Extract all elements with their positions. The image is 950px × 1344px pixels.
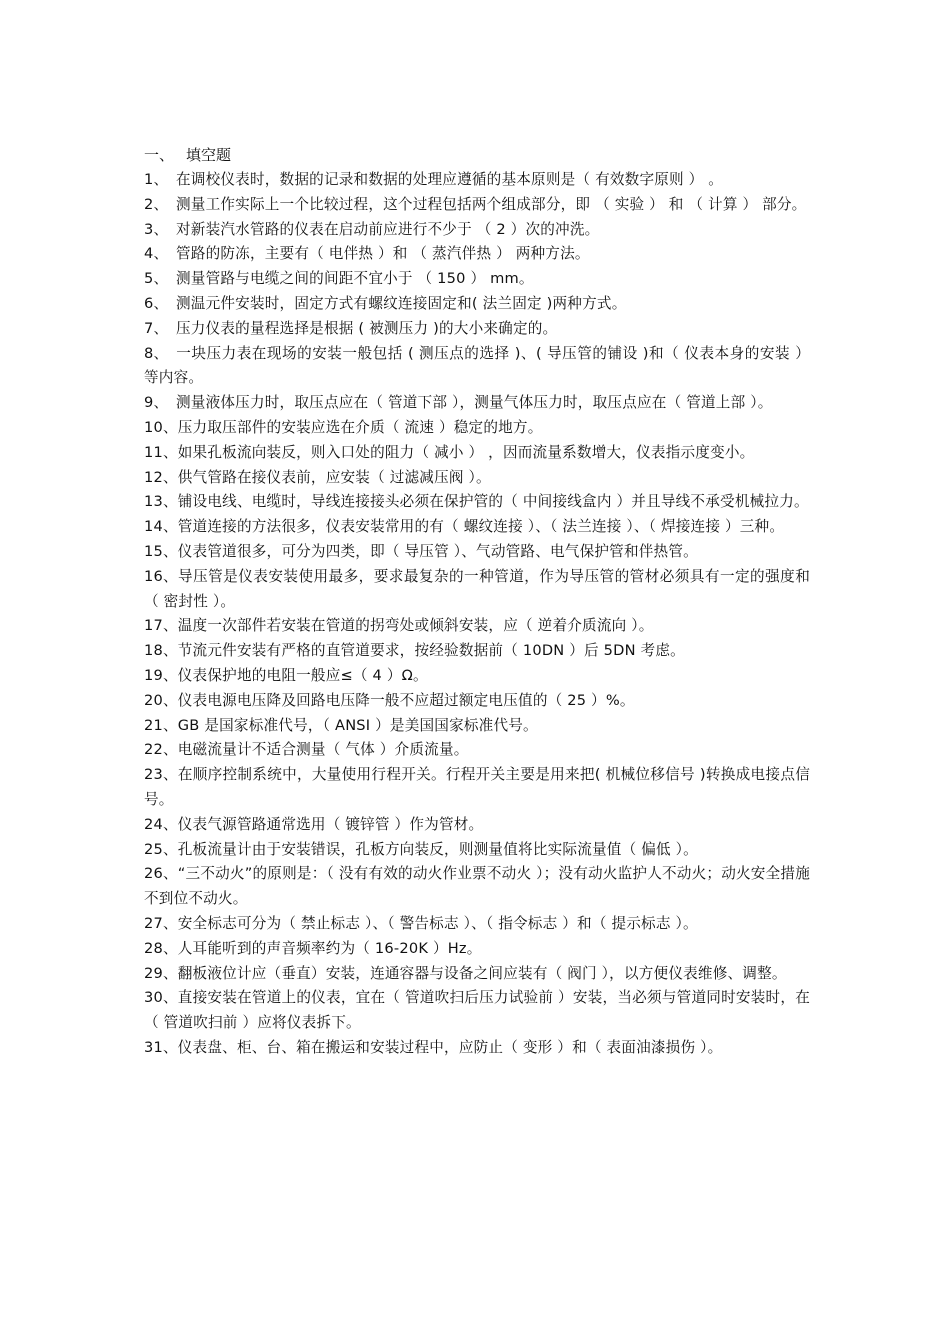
question-number: 24、 [144, 815, 178, 833]
question-text: GB 是国家标准代号，（ ANSI ）是美国国家标准代号。 [177, 716, 538, 734]
question-number: 18、 [144, 642, 178, 660]
question-number: 26、 [144, 865, 178, 883]
question-item [144, 639, 810, 664]
question-item [144, 1036, 810, 1061]
question-item [144, 391, 810, 416]
question-number: 30、 [144, 989, 178, 1007]
question-item [144, 565, 810, 615]
question-text: 一块压力表在现场的安装一般包括 ( 测压点的选择 )、( 导压管的铺设 )和（ 仪表本身的安装 ）等内容。 [144, 344, 810, 387]
question-item [144, 466, 810, 491]
question-item [144, 838, 810, 863]
document-content [144, 143, 810, 1061]
question-text: 供气管路在接仪表前，应安装（ 过滤减压阀 ）。 [177, 468, 491, 486]
question-text: 仪表管道很多，可分为四类，即（ 导压管 ）、气动管路、电气保护管和伴热管。 [177, 542, 698, 560]
question-number: 12、 [144, 468, 178, 486]
question-number: 15、 [144, 542, 178, 560]
question-text: 压力取压部件的安装应选在介质（ 流速 ）稳定的地方。 [177, 418, 543, 436]
question-number: 19、 [144, 666, 178, 684]
question-text: 温度一次部件若安装在管道的拐弯处或倾斜安装，应（ 逆着介质流向 ）。 [177, 617, 654, 635]
question-number: 13、 [144, 493, 178, 511]
question-list [144, 168, 810, 1061]
question-number: 9、 [144, 394, 169, 412]
question-text: 安全标志可分为（ 禁止标志 ）、（ 警告标志 ）、（ 指令标志 ）和（ 提示标志 ）。 [177, 914, 698, 932]
question-item [144, 614, 810, 639]
question-item [144, 763, 810, 813]
question-text: 仪表电源电压降及回路电压降一般不应超过额定电压值的（ 25 ）%。 [177, 691, 635, 709]
question-text: 测量工作实际上一个比较过程，这个过程包括两个组成部分，即 （ 实验 ） 和 （ 计算 ） 部分。 [176, 195, 807, 213]
question-item [144, 689, 810, 714]
question-number: 1、 [144, 171, 169, 188]
section-heading [144, 143, 810, 168]
question-number: 17、 [144, 617, 178, 635]
question-number: 31、 [144, 1038, 178, 1056]
question-text: “三不动火”的原则是：（ 没有有效的动火作业票不动火 ）；没有动火监护人不动火；动火安全措施不到位不动火。 [144, 865, 810, 908]
question-item [144, 342, 810, 392]
question-item [144, 441, 810, 466]
question-item [144, 738, 810, 763]
question-number: 7、 [144, 319, 169, 337]
question-number: 20、 [144, 691, 178, 709]
section-title: 填空题 [186, 146, 232, 164]
question-item [144, 813, 810, 838]
question-text: 节流元件安装有严格的直管道要求，按经验数据前（ 10DN ）后 5DN 考虑。 [177, 642, 685, 660]
question-item [144, 267, 810, 292]
question-item [144, 292, 810, 317]
question-item [144, 937, 810, 962]
question-item [144, 540, 810, 565]
question-number: 28、 [144, 939, 178, 957]
question-number: 16、 [144, 567, 178, 585]
question-item [144, 317, 810, 342]
question-item [144, 242, 810, 267]
question-text: 测量管路与电缆之间的间距不宜小于 （ 150 ） mm。 [176, 270, 534, 288]
question-text: 压力仪表的量程选择是根据 ( 被测压力 )的大小来确定的。 [176, 319, 558, 337]
section-number: 一、 [144, 146, 175, 164]
question-text: 测温元件安装时，固定方式有螺纹连接固定和( 法兰固定 )两种方式。 [176, 294, 627, 312]
question-number: 8、 [144, 344, 169, 362]
question-number: 5、 [144, 270, 169, 288]
question-text: 人耳能听到的声音频率约为（ 16-20K ）Hz。 [177, 939, 482, 957]
question-number: 4、 [144, 245, 169, 263]
question-item [144, 490, 810, 515]
question-item [144, 168, 810, 193]
question-item [144, 962, 810, 987]
question-number: 2、 [144, 195, 169, 213]
question-text: 仪表气源管路通常选用（ 镀锌管 ）作为管材。 [177, 815, 484, 833]
question-item [144, 664, 810, 689]
question-number: 6、 [144, 294, 169, 312]
question-item [144, 416, 810, 441]
question-text: 在调校仪表时，数据的记录和数据的处理应遵循的基本原则是（ 有效数字原则 ） 。 [176, 171, 724, 188]
question-item [144, 986, 810, 1036]
question-text: 孔板流量计由于安装错误，孔板方向装反，则测量值将比实际流量值（ 偏低 ）。 [177, 840, 698, 858]
question-number: 22、 [144, 741, 178, 759]
question-text: 导压管是仪表安装使用最多，要求最复杂的一种管道，作为导压管的管材必须具有一定的强度和（ 密封性 ）。 [144, 567, 810, 610]
question-text: 管道连接的方法很多，仪表安装常用的有（ 螺纹连接 ）、（ 法兰连接 ）、（ 焊接连接 ）三种。 [177, 518, 785, 536]
question-item [144, 912, 810, 937]
question-number: 29、 [144, 964, 178, 982]
question-text: 铺设电线、电缆时，导线连接接头必须在保护管的（ 中间接线盒内 ）并且导线不承受机械拉力。 [177, 493, 809, 511]
question-text: 翻板液位计应（垂直）安装，连通容器与设备之间应装有（ 阀门 ），以方便仪表维修、调整。 [177, 964, 787, 982]
question-number: 25、 [144, 840, 178, 858]
question-text: 仪表盘、柜、台、箱在搬运和安装过程中，应防止（ 变形 ）和（ 表面油漆损伤 ）。 [177, 1038, 723, 1056]
question-number: 27、 [144, 914, 178, 932]
question-number: 23、 [144, 766, 178, 784]
question-number: 14、 [144, 518, 178, 536]
question-item [144, 218, 810, 243]
question-item [144, 714, 810, 739]
question-item [144, 193, 810, 218]
question-number: 10、 [144, 418, 178, 436]
question-text: 直接安装在管道上的仪表，宜在（ 管道吹扫后压力试验前 ）安装，当必须与管道同时安装时，在（ 管道吹扫前 ）应将仪表拆下。 [144, 989, 810, 1032]
question-text: 如果孔板流向装反，则入口处的阻力（ 减小 ） ，因而流量系数增大，仪表指示度变小。 [177, 443, 755, 461]
question-number: 11、 [144, 443, 178, 461]
question-text: 对新装汽水管路的仪表在启动前应进行不少于 （ 2 ）次的冲洗。 [176, 220, 600, 238]
question-number: 3、 [144, 220, 169, 238]
question-text: 管路的防冻，主要有（ 电伴热 ）和 （ 蒸汽伴热 ） 两种方法。 [176, 245, 590, 263]
question-text: 在顺序控制系统中，大量使用行程开关。行程开关主要是用来把( 机械位移信号 )转换成电接点信号。 [144, 766, 810, 808]
question-item [144, 862, 810, 912]
question-text: 电磁流量计不适合测量（ 气体 ）介质流量。 [177, 741, 469, 759]
question-number: 21、 [144, 716, 178, 734]
question-text: 仪表保护地的电阻一般应≤（ 4 ）Ω。 [177, 666, 428, 684]
question-text: 测量液体压力时，取压点应在（ 管道下部 ），测量气体压力时，取压点应在（ 管道上部 ）。 [176, 394, 773, 412]
question-item [144, 515, 810, 540]
